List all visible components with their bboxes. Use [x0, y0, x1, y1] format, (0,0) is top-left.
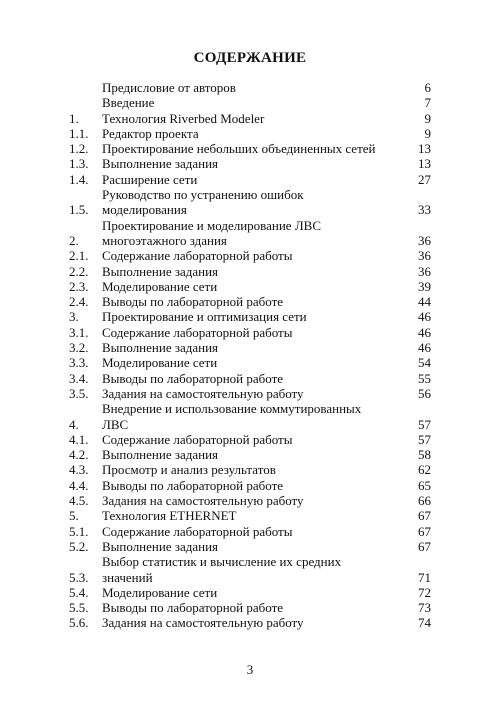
toc-entry-title: Моделирование сети [102, 584, 218, 600]
toc-entry-number: 1.3. [69, 156, 89, 172]
toc-entry-number: 3.2. [69, 340, 89, 356]
toc-entry-page: 56 [418, 385, 431, 401]
toc-entry-number: 3.5. [69, 385, 89, 401]
toc-entry-number: 5.6. [69, 615, 89, 631]
toc-entry-number: 4.3. [69, 462, 89, 478]
toc-entry-page: 9 [424, 125, 431, 141]
toc-entry-number: 1. [69, 110, 79, 126]
toc-entry-page: 46 [418, 340, 431, 356]
toc-entry-number: 4.4. [69, 477, 89, 493]
toc-entry-page: 46 [418, 309, 431, 325]
toc-entry-number: 5.1. [69, 523, 89, 539]
toc-entry [69, 355, 431, 370]
toc-entry-title: Задания на самостоятельную работу [102, 493, 304, 509]
toc-entry-title: Расширение сети [102, 171, 198, 187]
toc-entry [69, 325, 431, 340]
toc-entry [69, 126, 431, 141]
toc-entry-title: Выводы по лабораторной работе [102, 477, 284, 493]
toc-entry-number: 3.4. [69, 370, 89, 386]
toc-entry [69, 615, 431, 630]
toc-entry-title: Технология Riverbed Modeler [102, 110, 265, 126]
toc-entry-title: Редактор проекта [102, 125, 199, 141]
toc-entry-title: Выводы по лабораторной работе [102, 600, 284, 616]
toc-entry [69, 279, 431, 294]
toc-entry-title: Выполнение задания [102, 538, 219, 554]
toc-entry-page: 74 [418, 615, 431, 631]
toc-entry-number: 3.1. [69, 324, 89, 340]
toc-entry-page: 57 [418, 416, 431, 432]
toc-entry-title: Выполнение задания [102, 340, 219, 356]
toc-entry [69, 141, 431, 156]
toc-entry [69, 386, 431, 401]
toc-entry-title: Выводы по лабораторной работе [102, 294, 284, 310]
toc-entry-page: 57 [418, 431, 431, 447]
toc-entry-title: Содержание лабораторной работы [102, 523, 293, 539]
toc-entry-title: Моделирование сети [102, 355, 218, 371]
toc-entry-page: 13 [418, 141, 431, 157]
toc-entry-title: Введение [102, 95, 155, 111]
toc-entry-title: Руководство по устранению ошибок моделирования [102, 187, 304, 218]
toc-entry [69, 447, 431, 462]
toc-entry-number: 3. [69, 309, 79, 325]
toc-entry [69, 95, 431, 110]
toc-entry-page: 9 [424, 110, 431, 126]
toc-entry-number: 2.2. [69, 263, 89, 279]
toc-entry-number: 5.3. [69, 569, 89, 585]
toc-entry-number: 4.2. [69, 447, 89, 463]
toc-entry-title: Содержание лабораторной работы [102, 248, 293, 264]
toc-entry-title: Предисловие от авторов [102, 80, 236, 95]
toc-entry [69, 156, 431, 171]
toc-entry-number: 1.4. [69, 171, 89, 187]
toc-entry [69, 478, 431, 493]
toc-entry-number: 2.1. [69, 248, 89, 264]
toc-entry-page: 44 [418, 294, 431, 310]
toc-entry-title: Содержание лабораторной работы [102, 431, 293, 447]
toc-entry-page: 54 [418, 355, 431, 371]
toc-entry-title: Выводы по лабораторной работе [102, 370, 284, 386]
toc-entry [69, 554, 431, 585]
toc-entry [69, 111, 431, 126]
toc-entry-number: 2. [69, 232, 79, 248]
toc-entry-title: Проектирование и оптимизация сети [102, 309, 307, 325]
toc-entry-number: 5.4. [69, 584, 89, 600]
toc-entry-number: 5.5. [69, 600, 89, 616]
toc-entry-title: Технология ETHERNET [102, 508, 237, 524]
toc-entry-number: 2.3. [69, 278, 89, 294]
toc-entry-page: 36 [418, 232, 431, 248]
toc-entry [69, 172, 431, 187]
toc-entry-page: 67 [418, 523, 431, 539]
table-of-contents [69, 80, 431, 631]
toc-entry-page: 62 [418, 462, 431, 478]
toc-entry-page: 58 [418, 447, 431, 463]
toc-entry [69, 371, 431, 386]
toc-entry-title: Задания на самостоятельную работу [102, 615, 304, 631]
toc-entry-page: 36 [418, 263, 431, 279]
toc-entry-number: 2.4. [69, 294, 89, 310]
toc-entry [69, 218, 431, 249]
toc-entry [69, 432, 431, 447]
toc-entry-page: 7 [424, 95, 431, 111]
toc-entry [69, 294, 431, 309]
toc-entry [69, 508, 431, 523]
toc-entry [69, 80, 431, 95]
toc-entry-title: Выполнение задания [102, 263, 219, 279]
toc-entry-number: 4.1. [69, 431, 89, 447]
toc-entry [69, 600, 431, 615]
toc-entry-title: Выполнение задания [102, 447, 219, 463]
toc-entry-title: Проектирование небольших объединенных сетей [102, 141, 376, 157]
toc-entry-page: 66 [418, 493, 431, 509]
toc-entry-number: 4. [69, 416, 79, 432]
toc-entry [69, 539, 431, 554]
toc-entry [69, 524, 431, 539]
toc-entry-page: 67 [418, 508, 431, 524]
toc-entry-page: 73 [418, 600, 431, 616]
toc-entry-page: 46 [418, 324, 431, 340]
toc-entry-number: 1.5. [69, 202, 89, 218]
toc-entry-number: 1.1. [69, 125, 89, 141]
toc-entry-page: 27 [418, 171, 431, 187]
toc-entry [69, 462, 431, 477]
toc-entry-page: 55 [418, 370, 431, 386]
toc-entry-page: 65 [418, 477, 431, 493]
page-title: СОДЕРЖАНИЕ [193, 50, 307, 66]
toc-entry [69, 248, 431, 263]
toc-entry-page: 72 [418, 584, 431, 600]
toc-entry-number: 5. [69, 508, 79, 524]
toc-entry-page: 39 [418, 278, 431, 294]
toc-entry-title: Содержание лабораторной работы [102, 324, 293, 340]
toc-entry-title: Просмотр и анализ результатов [102, 462, 276, 478]
toc-entry [69, 585, 431, 600]
toc-entry [69, 401, 431, 432]
toc-entry [69, 309, 431, 324]
toc-entry-page: 6 [424, 80, 431, 95]
toc-entry-title: Задания на самостоятельную работу [102, 385, 304, 401]
toc-entry-title: Проектирование и моделирование ЛВС многоэтажного здания [102, 217, 321, 248]
toc-entry-number: 3.3. [69, 355, 89, 371]
toc-entry-page: 67 [418, 538, 431, 554]
toc-entry-page: 13 [418, 156, 431, 172]
page-number: 3 [246, 662, 254, 677]
toc-entry-number: 4.5. [69, 493, 89, 509]
toc-entry [69, 264, 431, 279]
toc-entry-page: 71 [418, 569, 431, 585]
toc-entry-title: Выполнение задания [102, 156, 219, 172]
toc-entry [69, 493, 431, 508]
toc-entry-title: Внедрение и использование коммутированных ЛВС [102, 401, 362, 432]
toc-entry-title: Моделирование сети [102, 278, 218, 294]
toc-entry-title: Выбор статистик и вычисление их средних значений [102, 554, 342, 585]
toc-entry-page: 36 [418, 248, 431, 264]
toc-entry-page: 33 [418, 202, 431, 218]
toc-entry-number: 1.2. [69, 141, 89, 157]
toc-entry [69, 340, 431, 355]
toc-entry [69, 187, 431, 218]
toc-entry-number: 5.2. [69, 538, 89, 554]
